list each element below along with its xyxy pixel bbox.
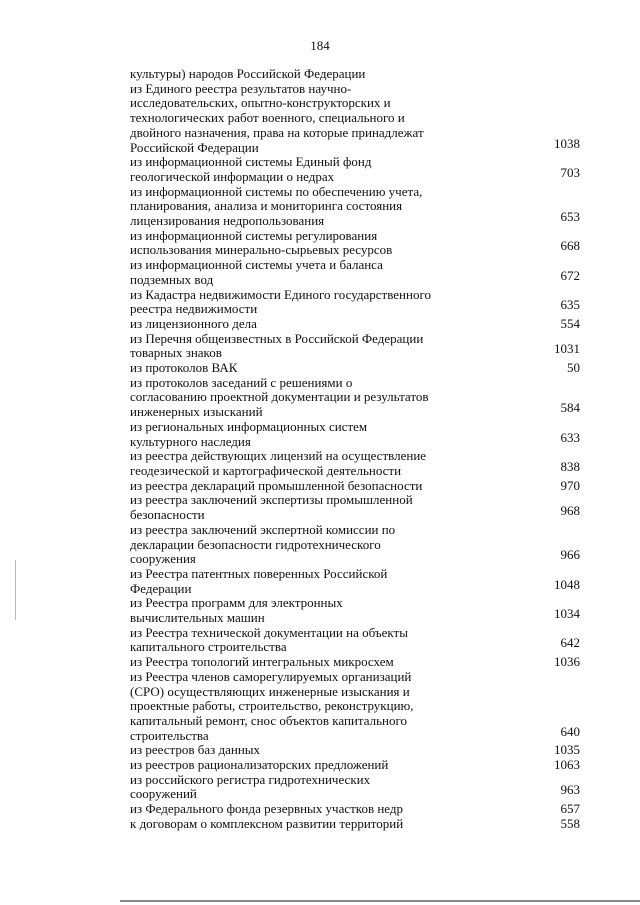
index-entry-page-ref: 554 — [560, 315, 580, 331]
index-entry-text: использования минерально-сырьевых ресурсов — [130, 242, 393, 258]
index-entry-text: из лицензионного дела — [130, 315, 257, 331]
index-entry — [130, 67, 580, 82]
index-entry — [130, 596, 580, 625]
index-entry-text: культурного наследия — [130, 433, 251, 449]
index-entry — [130, 155, 580, 184]
index-entry-page-ref: 1035 — [554, 742, 580, 758]
index-entry-text: (СРО) осуществляющих инженерные изыскания и — [130, 683, 410, 699]
index-entry-page-ref: 1031 — [554, 341, 580, 357]
index-entry — [130, 743, 580, 758]
index-entry-text: из информационной системы по обеспечению учета, — [130, 183, 423, 199]
index-entry-text: из реестра деклараций промышленной безопасности — [130, 477, 423, 493]
index-entry-text: из реестра заключений экспертной комиссии по — [130, 521, 396, 537]
index-entry-text: из региональных информационных систем — [130, 418, 368, 434]
index-entry-text: из Реестра топологий интегральных микросхем — [130, 654, 394, 670]
index-entry-text: из Единого реестра результатов научно- — [130, 80, 352, 96]
index-entry-page-ref: 968 — [560, 503, 580, 519]
index-entry-text: планирования, анализа и мониторинга состояния — [130, 198, 403, 214]
index-entry — [130, 773, 580, 802]
index-entry-text: проектные работы, строительство, реконструкцию, — [130, 698, 414, 714]
index-entry — [130, 229, 580, 258]
index-entry-text: из реестра заключений экспертизы промышленной — [130, 492, 413, 508]
index-entry-text: вычислительных машин — [130, 610, 265, 626]
index-entry-page-ref: 703 — [560, 164, 580, 180]
index-entry — [130, 420, 580, 449]
index-entry-text: из протоколов заседаний с решениями о — [130, 374, 353, 390]
index-entry-text: согласованию проектной документации и результатов — [130, 389, 429, 405]
index-entry-text: из информационной системы Единый фонд — [130, 154, 372, 170]
index-entry — [130, 82, 580, 156]
index-entry-page-ref: 668 — [560, 238, 580, 254]
index-entry-text: технологических работ военного, специального и — [130, 110, 405, 126]
index-entry-text: из Реестра программ для электронных — [130, 595, 343, 611]
scan-artifact-bottom — [120, 900, 640, 902]
index-entry-text: из Реестра патентных поверенных Российской — [130, 565, 388, 581]
index-entry-page-ref: 672 — [560, 267, 580, 283]
index-entry-page-ref: 558 — [560, 815, 580, 831]
index-entry — [130, 479, 580, 494]
index-entry-text: из российского регистра гидротехнических — [130, 771, 371, 787]
index-entry — [130, 288, 580, 317]
index-entry-text: из Реестра технической документации на объекты — [130, 624, 408, 640]
index-entry-page-ref: 633 — [560, 429, 580, 445]
index-entry-text: двойного назначения, права на которые принадлежат — [130, 124, 424, 140]
index-entry-text: Федерации — [130, 580, 192, 596]
index-entry — [130, 493, 580, 522]
index-entry-page-ref: 1048 — [554, 576, 580, 592]
scan-artifact-left — [15, 560, 16, 620]
index-entry — [130, 670, 580, 744]
index-entry-page-ref: 1034 — [554, 606, 580, 622]
index-entry-text: культуры) народов Российской Федерации — [130, 66, 366, 81]
index-entry-text: из реестра действующих лицензий на осуществление — [130, 448, 427, 464]
index-entry — [130, 258, 580, 287]
index-entry — [130, 449, 580, 478]
index-entry-text: капитальный ремонт, снос объектов капитального — [130, 712, 407, 728]
index-entry-text: декларации безопасности гидротехнического — [130, 536, 381, 552]
index-entry-page-ref: 970 — [560, 477, 580, 493]
index-entry-text: инженерных изысканий — [130, 404, 263, 420]
index-entry — [130, 655, 580, 670]
index-entry-text: товарных знаков — [130, 345, 222, 361]
index-entry-page-ref: 1038 — [554, 135, 580, 151]
index-entry — [130, 185, 580, 229]
index-entry-text: из Федерального фонда резервных участков недр — [130, 801, 404, 817]
index-entry — [130, 626, 580, 655]
index-entry-text: из реестров баз данных — [130, 742, 261, 758]
subject-index-list — [130, 67, 580, 832]
index-entry-text: подземных вод — [130, 271, 214, 287]
index-entry — [130, 361, 580, 376]
index-entry — [130, 523, 580, 567]
index-entry-page-ref: 966 — [560, 547, 580, 563]
index-entry-text: геодезической и картографической деятельности — [130, 462, 402, 478]
index-entry-text: Российской Федерации — [130, 139, 259, 155]
index-entry — [130, 802, 580, 817]
index-entry-text: из Кадастра недвижимости Единого государственного — [130, 286, 431, 302]
index-entry-page-ref: 642 — [560, 635, 580, 651]
index-entry-page-ref: 653 — [560, 209, 580, 225]
index-entry — [130, 758, 580, 773]
index-entry-page-ref: 1063 — [554, 757, 580, 773]
index-entry-text: из информационной системы регулирования — [130, 227, 378, 243]
page-number: 184 — [310, 38, 330, 53]
index-entry-text: реестра недвижимости — [130, 301, 258, 317]
index-entry-text: сооружений — [130, 786, 197, 802]
index-entry-text: строительства — [130, 727, 209, 743]
index-entry — [130, 376, 580, 420]
index-entry-page-ref: 963 — [560, 782, 580, 798]
index-entry-page-ref: 838 — [560, 458, 580, 474]
index-entry — [130, 332, 580, 361]
index-entry-page-ref: 657 — [560, 801, 580, 817]
index-entry-text: из Перечня общеизвестных в Российской Федерации — [130, 330, 424, 346]
index-entry-page-ref: 1036 — [554, 654, 580, 670]
index-entry-page-ref: 50 — [567, 360, 580, 376]
index-entry-page-ref: 635 — [560, 297, 580, 313]
index-entry — [130, 817, 580, 832]
index-entry — [130, 567, 580, 596]
index-entry-text: безопасности — [130, 507, 205, 523]
index-entry-text: из Реестра членов саморегулируемых организаций — [130, 668, 412, 684]
index-entry-text: лицензирования недропользования — [130, 213, 325, 229]
index-entry-text: из протоколов ВАК — [130, 360, 238, 376]
index-entry-text: из реестров рационализаторских предложений — [130, 757, 389, 773]
index-entry-text: к договорам о комплексном развитии территорий — [130, 815, 404, 831]
index-entry-text: исследовательских, опытно-конструкторских и — [130, 95, 391, 111]
index-entry — [130, 317, 580, 332]
index-entry-text: сооружения — [130, 551, 196, 567]
index-entry-page-ref: 584 — [560, 400, 580, 416]
index-entry-page-ref: 640 — [560, 723, 580, 739]
index-entry-text: из информационной системы учета и баланса — [130, 257, 383, 273]
index-entry-text: капитального строительства — [130, 639, 287, 655]
index-entry-text: геологической информации о недрах — [130, 168, 335, 184]
